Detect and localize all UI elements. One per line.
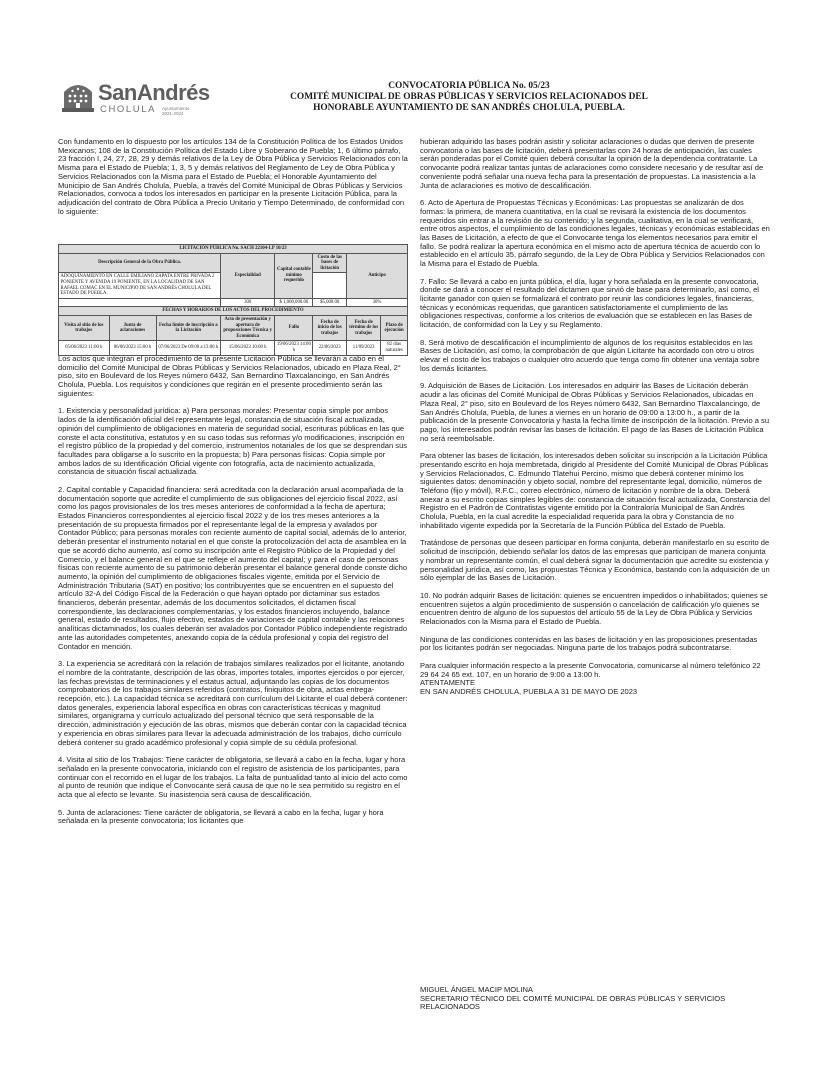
paragraph-participacion-conjunta: Tratándose de personas que deseen participar en forma conjunta, deberán manifestarlo en su escrito de solicitud de inscripción, debiendo señalar los datos de las empresas que participan de manera conjunta y nombrar un representante común, el cual deberá signar la documentación que acredite su existencia y personalidad jurídica, así como, las propuestas Técnica y Económica, bastando con la adquisición de un sólo ejemplar de las Bases de Licitación. — [420, 538, 770, 583]
closing-place-date: EN SAN ANDRÉS CHOLULA, PUEBLA A 31 DE MAYO DE 2023 — [420, 686, 638, 696]
signatory-name: MIGUEL ÁNGEL MACIP MOLINA — [420, 985, 533, 994]
left-column — [58, 355, 408, 835]
header-ayuntamiento: HONORABLE AYUNTAMIENTO DE SAN ANDRÉS CHOLULA, PUEBLA. — [313, 103, 625, 114]
cell-blank — [59, 298, 221, 307]
col-head-especialidad: Especialidad — [221, 253, 275, 298]
fechas-head-cell: Junta de aclaraciones — [109, 315, 156, 340]
signatory-title: SECRETARIO TÉCNICO DEL COMITÉ MUNICIPAL DE OBRAS PÚBLICAS Y SERVICIOS RELACIONADOS — [420, 993, 726, 1012]
intro-paragraph: Con fundamento en lo dispuesto por los artículos 134 de la Constitución Política de los Estados Unidos Mexicanos; 108 de la Constitución Política del Estado Libre y Soberano de Puebla; 1, 6 último párrafo, 23 fracción I, 24, 27, 28, 29 y demás relativos de la Ley de Obra Pública y Servicios Relacionados con la Misma para el Estado de Puebla; 1, 3, 5 y demás relativos del Reglamento de Ley de Obra Pública y Servicios Relacionados con la Misma para el Estado de Puebla; el Honorable Ayuntamiento del Municipio de San Andrés Cholula, Puebla, a través del Comité Municipal de Obras Públicas y Servicios Relacionados, convoca a todos los interesados en participar en la presente Licitación Pública, para la adjudicación del contrato de Obra Pública a Precio Unitario y Tiempo Determinado, de conformidad con lo siguiente: — [58, 137, 408, 216]
paragraph-requisito-6: 6. Acto de Apertura de Propuestas Técnicas y Económicas: Las propuestas se analizarán de dos formas: la primera, de manera cuantitativa, en la cual se revisará la existencia de los documentos requeridos sin entrar a la revisión de su contenido; y la segunda, cualitativa, en la cual se verificará, entre otros aspectos, el cumplimiento de las condiciones legales, técnicas y económicas establecidas en las Bases de Licitación, a efecto de que el Convocante tenga los elementos necesarios para emitir el fallo. Se podrá realizar la apertura económica en el mismo acto de apertura técnica de acuerdo con lo establecido en el artículo 35, párrafo segundo, de la Ley de Obra Pública y Servicios Relacionados con la Misma para el Estado de Puebla. — [420, 198, 770, 269]
paragraph-requisito-4: 4. Visita al sitio de los Trabajos: Tiene carácter de obligatoria, se llevará a cabo en la fecha, lugar y hora señalado en la presente convocatoria, iniciando con el registro de asistencia de los participantes, para continuar con el recorrido en el lugar de los trabajos. La falta de puntualidad tanto al inicio del acto como al punto de reunión que indique el Convocante será causa de que no le sea permitido su registro en el acta que al efecto se levante. Su inasistencia será causa de descalificación. — [58, 755, 408, 799]
cell-especialidad: 300 — [221, 298, 275, 307]
fechas-head-cell: Fecha de inicio de los trabajos — [313, 315, 347, 340]
paragraph-requisito-1: 1. Existencia y personalidad jurídica: a) Para personas morales: Presentar copia simple por ambos lados de la identificación oficial del representante legal, constancia de situación fiscal actualizada, opinión del cumplimiento de obligaciones en materia de seguridad social, escrituras públicas en las que conste el acta constitutiva, estatutos y en su caso todas sus reformas y/o modificaciones, inscripción en el registro público de la propiedad y del comercio, instrumentos notariales de los que se desprendan sus facultades para obligarse a lo suscrito en la propuesta; b) Para personas físicas: Copia simple por ambos lados de su Identificación Oficial vigente con fotografía, acta de nacimiento actualizada, constancia de situación fiscal actualizada. — [58, 406, 408, 477]
cell-descripcion: ADOQUINAMIENTO EN CALLE EMILIANO ZAPATA ENTRE PRIVADA 2 PONIENTE Y AVENIDA 19 PONIENTE, EN LA LOCALIDAD DE SAN RAFAEL COMAC EN EL MUNICIPIO DE SAN ANDRÉS CHOLULA DEL ESTADO DE PUEBLA. — [59, 273, 221, 298]
logo-years — [162, 106, 189, 116]
paragraph-requisito-10: 10. No podrán adquirir Bases de licitación: quienes se encuentren impedidos o inhabilitados; quienes se encuentren sujetos a algún procedimiento de suspensión o cancelación de calificación y/o quienes se encuentren dentro de alguno de los supuestos del artículo 55 de la Ley de Obra Pública y Servicios Relacionados con la Misma para el Estado de Puebla. — [420, 590, 768, 626]
col-head-descripcion: Descripción General de la Obra Pública. — [59, 253, 221, 273]
fechas-head-cell: Acto de presentación y apertura de proposiciones Técnica y Económica — [221, 315, 275, 340]
licitacion-table-wrap — [58, 244, 408, 356]
document-header — [218, 81, 720, 115]
fechas-cell: 07/06/2023 De 09:00 a 13:00 h — [156, 341, 221, 355]
logo-wordmark: SanAndrés — [98, 80, 210, 105]
logo-period: 2021-2024 — [162, 111, 184, 116]
fechas-cell: 82 días naturales — [381, 341, 408, 355]
col-head-anticipo: Anticipo — [347, 253, 408, 298]
paragraph-no-negociables: Ninguna de las condiciones contenidas en las bases de licitación y en las proposiciones presentadas por los licitantes podrán ser negociadas. Ninguna parte de los trabajos podrá subcontratarse. — [420, 634, 758, 653]
fechas-head-cell: Fallo — [275, 315, 313, 340]
header-committee: COMITÉ MUNICIPAL DE OBRAS PÚBLICAS Y SERVICIOS RELACIONADOS DEL — [290, 92, 648, 103]
fechas-cell: 15/06/2023 10:00 h — [221, 341, 275, 355]
fechas-cell: 06/06/2023 15:00 h — [109, 341, 156, 355]
cell-costo-spacer — [313, 273, 347, 298]
fechas-head-cell: Visita al sitio de los trabajos — [59, 315, 110, 340]
intro-block — [58, 138, 408, 225]
fechas-cell: 22/06/2023 — [313, 341, 347, 355]
col-head-capital: Capital contable mínimo requerido — [275, 253, 313, 298]
header-convocatoria-number: CONVOCATORIA PÚBLICA No. 05/23 — [388, 81, 550, 91]
paragraph-requisito-2: 2. Capital contable y Capacidad financiera: será acreditada con la declaración anual acompañada de la documentación soporte que acredite el cumplimiento de sus obligaciones del ejercicio fiscal 2022, así como los pagos provisionales de los tres meses anteriores de conformidad a la fecha de apertura; Estados Financieros correspondientes al ejercicio fiscal 2022 y de los tres meses anteriores a la presentación de su propuesta firmados por el representante legal de la empresa y avalados por Contador Público; para personas morales con reciente aumento de capital social, además de lo anterior, deberán presentar el instrumento notarial en el que conste la protocolización del acta de asamblea en la que se acordó dicho aumento, así como su inscripción ante el Registro Público de la Propiedad y del Comercio, y el balance general en el que se refleje el aumento del capital; y para el caso de personas físicas con reciente aumento de su patrimonio deberán presentar el balance general donde conste dicho aumento, la opinión del cumplimiento de obligaciones fiscales vigente, emitida por el Servicio de Administración Tributaria (SAT) en positivo; los contribuyentes que se encuentren en el supuesto del artículo 32-A del Código Fiscal de la Federación o que hayan optado por dictaminar sus estados financieros, deberán presentar, además de los documentos solicitados, el dictamen fiscal correspondiente, las declaraciones complementarias, y los estados financieros incluyendo, balance general, estado de resultados, flujo efectivo, estados de variaciones de capital contable y las relaciones analíticas dictaminados, los cuales deberán ser avalados por Contador Público independiente registrado ante las autoridades competentes, anexando copia de la cédula profesional y copia del registro del Contador en mención. — [58, 484, 408, 651]
paragraph-requisito-9: 9. Adquisición de Bases de Licitación. Los interesados en adquirir las Bases de Licitación deberán acudir a las oficinas del Comité Municipal de Obras Públicas y Servicios Relacionados, ubicadas en Plaza Real, 2° piso, sito en Boulevard de los Reyes número 6432, San Bernardino Tlaxcalancingo, de San Andrés Cholula, Puebla, de lunes a viernes en un horario de 09:00 a 13:00 h., a partir de la publicación de la presente Convocatoria y hasta la fecha límite de inscripción de la licitación. Previo a su pago, los interesados podrán revisar las bases de licitación. El pago de las Bases de Licitación Pública no será reembolsable. — [420, 381, 770, 443]
logo-tagline: Ayuntamiento — [162, 106, 190, 111]
paragraph-requisito-3: 3. La experiencia se acreditará con la relación de trabajos similares realizados por el licitante, anotando el nombre de la contratante, descripción de las obras, importes totales, importes ejercidos o por ejercer, las fechas previstas de terminaciones y el estatus actual, adjuntando las copias de los documentos comprobatorios de los trabajos similares referidos (contratos, finiquitos de obra, actas entrega-recepción, etc.). La capacidad técnica se acreditará con currículum del Licitante el cual deberá contener: datos generales, experiencia laboral específica en obras con características técnicas y magnitud similares, organigrama y currículo actualizado del personal técnico que será responsable de la dirección, administración y ejecución de las obras, mismos que deberán contar con la capacidad técnica y experiencia en obras similares para llevar la adecuada administración de los trabajos, dicho currículo deberá contener su grado académico profesional y copia simple de su cédula profesional. — [58, 659, 408, 747]
logo-subtitle: CHOLULA — [100, 104, 157, 115]
col-head-costo: Costo de las bases de licitación — [313, 253, 347, 273]
fechas-cell: 11/09/2023 — [347, 341, 381, 355]
closing-info: Para cualquier información respecto a la presente Convocatoria, comunicarse al número telefónico 22 29 64 24 65 ext. 107, en un horario de 9:00 a 13:00 h. — [420, 660, 761, 679]
fechas-head-cell: Fecha de término de los trabajos — [347, 315, 381, 340]
closing-block — [420, 662, 770, 697]
cathedral-logo-icon — [60, 78, 96, 116]
paragraph-requisito-7: 7. Fallo: Se llevará a cabo en junta pública, el día, lugar y hora señalada en la presente convocatoria, donde se dará a conocer el resultado del dictamen que sirvió de base para determinarlo, así como, el licitante ganador con quien se formalizará el contrato por reunir las condiciones legales, financieras, técnicas y económicas requeridas, que garanticen satisfactoriamente el cumplimiento de las obligaciones respectivas, conforme a los criterios de evaluación que se establecen en las Bases de licitación, de conformidad con la Ley y su Reglamento. — [420, 276, 759, 330]
paragraph-requisito-5: 5. Junta de aclaraciones: Tiene carácter de obligatoria, se llevará a cabo en la fecha, lugar y hora señalada en la presente convocatoria; los licitantes que — [58, 807, 384, 826]
cell-capital: $ 1,000,000.00 — [275, 298, 313, 307]
signature-block — [420, 986, 780, 1012]
paragraph-lugar-actos: Los actos que integran el procedimiento de la presente Licitación Pública se llevarán a cabo en el domicilio del Comité Municipal de Obras Públicas y Servicios Relacionados, ubicado en Plaza Real, 2° piso, sito en Boulevard de los Reyes número 6432, San Bernardino Tlaxcalancingo, en San Andrés Cholula, Puebla. Los requisitos y condiciones que regirán en el presente procedimiento serán las siguientes: — [58, 354, 401, 398]
closing-atentamente: ATENTAMENTE — [420, 678, 476, 688]
licitacion-table — [58, 244, 408, 356]
paragraph-requisito-5-cont: hubieran adquirido las bases podrán asistir y solicitar aclaraciones o dudas que deriven de presente convocatoria o las bases de licitación, deberá presentarlas con 24 horas de anticipación, las cuales serán ponderadas por el Comité quien deberá consultar la opinión de la dependencia contratante. La convocante podrá realizar tantas juntas de aclaraciones como considere necesario y de resultar así de conveniente podrá señalar una nueva fecha para la presentación de propuestas. La inasistencia a la Junta de aclaraciones es motivo de descalificación. — [420, 137, 764, 190]
san-andres-cholula-logo — [60, 78, 210, 118]
paragraph-inscripcion: Para obtener las bases de licitación, los interesados deben solicitar su inscripción a la Licitación Pública presentando escrito en hoja membretada, dirigido al Presidente del Comité Municipal de Obras Públicas y Servicios Relacionados, C. Edmundo Tlatehui Percino, mismo que deberá contener mínimo los siguientes datos: denominación y objeto social, nombre del representante legal, domicilio, números de Teléfono (fijo y móvil), R.F.C., correo electrónico, número de licitación y nombre de la obra. Deberá anexar a su escrito copias simples legibles de: constancia de situación fiscal actualizada, Constancia del Registro en el Padrón de Contratistas vigente emitido por la Contraloría Municipal de San Andrés Cholula, Puebla, en la cual acredite la especialidad requerida para la obra y Constancia de no inhabilitado vigente expedida por la Secretaría de la Función Pública del Estado de Puebla. — [420, 451, 770, 530]
fechas-head-cell: Fecha límite de inscripción a la Licitación — [156, 315, 221, 340]
right-column — [420, 138, 770, 697]
fechas-cell: 19/06/2023 14:00 h — [275, 341, 313, 355]
fechas-head-cell: Plazo de ejecución — [381, 315, 408, 340]
cell-anticipo: 30% — [347, 298, 408, 307]
cell-costo: $5,000.00 — [313, 298, 347, 307]
fechas-title: FECHAS Y HORARIOS DE LOS ACTOS DEL PROCEDIMIENTO — [59, 307, 408, 316]
table-title: LICITACIÓN PÚBLICA No. SACH 22104-LP 10/23 — [59, 245, 408, 254]
paragraph-requisito-8: 8. Será motivo de descalificación el incumplimiento de algunos de los requisitos establecidos en las Bases de Licitación, así como, la comprobación de que algún Licitante ha acordado con otro u otros elevar el costo de los trabajos o cualquier otro acuerdo que tenga como fin obtener una ventaja sobre los demás licitantes. — [420, 337, 760, 373]
fechas-cell: 05/06/2023 11:00 h — [59, 341, 110, 355]
